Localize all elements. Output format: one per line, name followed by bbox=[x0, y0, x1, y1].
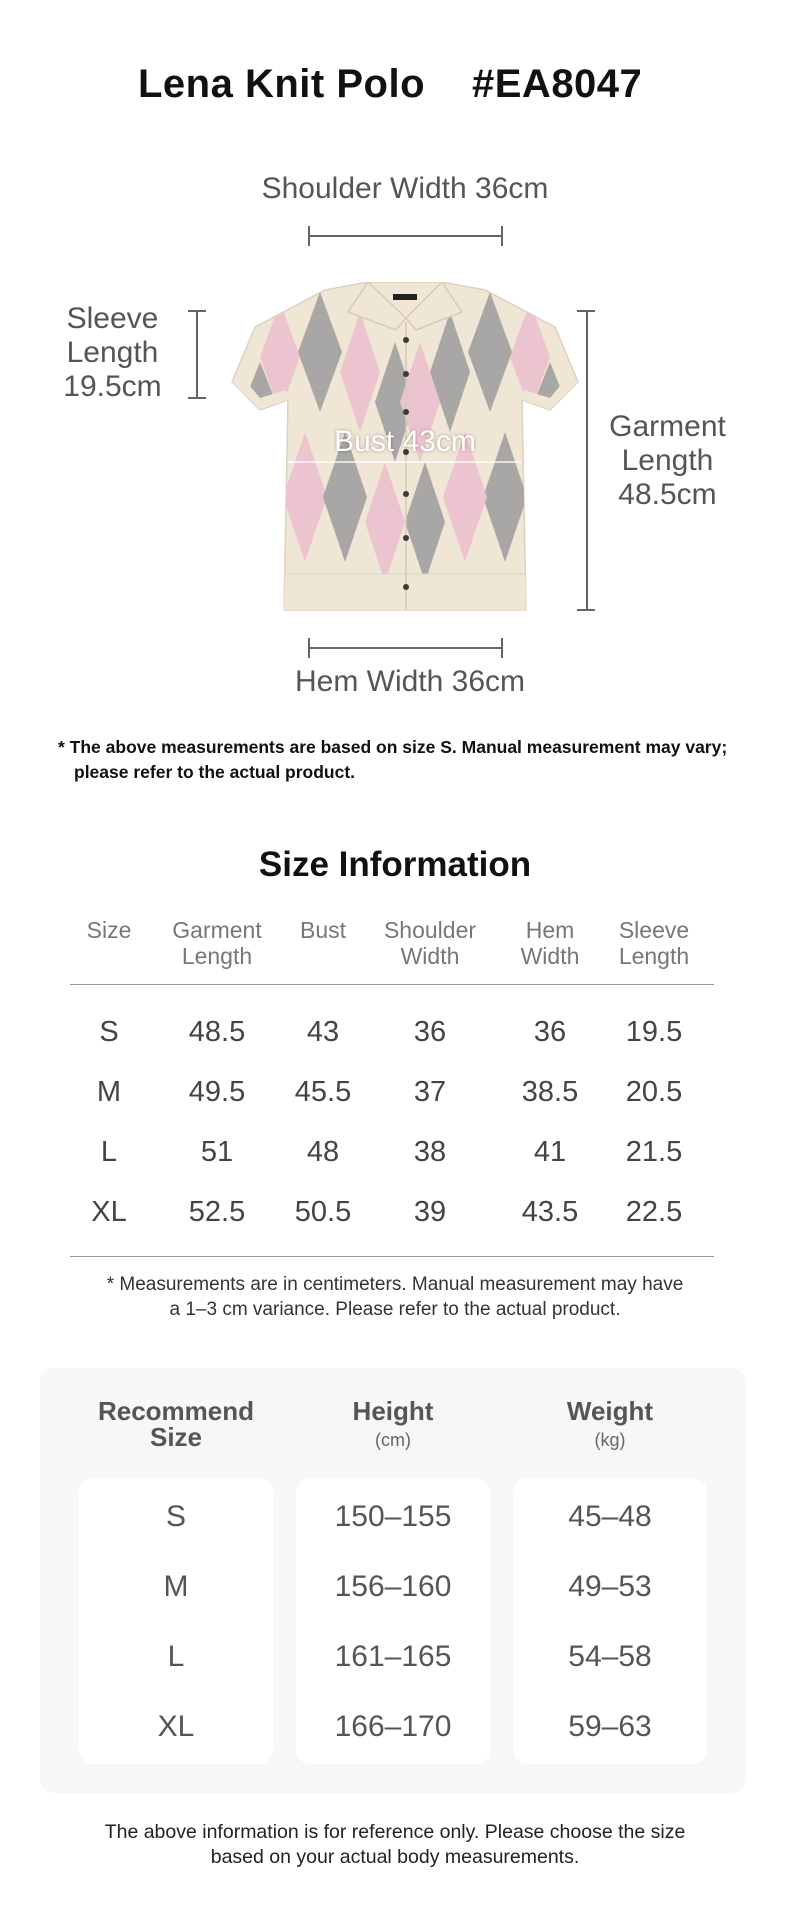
list-item: 156–160 bbox=[334, 1570, 452, 1603]
product-title bbox=[0, 62, 790, 112]
list-item: L bbox=[167, 1640, 185, 1673]
list-item: 166–170 bbox=[334, 1710, 452, 1743]
size-table bbox=[70, 905, 714, 1257]
product-code: #EA8047 bbox=[472, 62, 643, 106]
table-row: M 49.5 45.5 37 38.5 20.5 bbox=[96, 1076, 683, 1108]
list-item: S bbox=[165, 1500, 186, 1533]
hem-tick-right bbox=[501, 638, 503, 658]
header-garment-length: Garment Length bbox=[172, 917, 262, 969]
sleeve-length-label: Sleeve Length 19.5cm bbox=[63, 302, 162, 403]
header-sleeve-length: Sleeve Length bbox=[618, 917, 690, 969]
weight-column bbox=[513, 1478, 707, 1764]
size-table-header bbox=[70, 905, 714, 985]
sleeve-dimension-line bbox=[196, 310, 198, 398]
hem-dimension-line bbox=[308, 647, 502, 649]
brand-tag bbox=[393, 294, 417, 300]
header-shoulder-width: Shoulder Width bbox=[383, 917, 477, 969]
list-item: M bbox=[163, 1570, 189, 1603]
measurement-note: * The above measurements are based on size S. Manual measurement may vary; please refer to the actual product. bbox=[58, 737, 728, 782]
recommend-size-column bbox=[79, 1478, 273, 1764]
units-note: * Measurements are in centimeters. Manual measurement may have a 1–3 cm variance. Please refer to the actual product. bbox=[106, 1274, 684, 1320]
shoulder-width-label: Shoulder Width 36cm bbox=[261, 172, 549, 205]
header-weight: Weight (kg) bbox=[566, 1396, 654, 1450]
garment-length-dimension-line bbox=[586, 310, 588, 610]
table-row: S 48.5 43 36 36 19.5 bbox=[99, 1016, 683, 1048]
list-item: 54–58 bbox=[568, 1640, 652, 1673]
product-name: Lena Knit Polo bbox=[138, 62, 425, 106]
height-column bbox=[296, 1478, 490, 1764]
table-row: XL 52.5 50.5 39 43.5 22.5 bbox=[91, 1196, 683, 1228]
list-item: 45–48 bbox=[568, 1500, 652, 1533]
list-item: XL bbox=[157, 1710, 195, 1743]
recommend-size-panel bbox=[40, 1368, 746, 1793]
header-size: Size bbox=[86, 917, 132, 943]
hem-tick-left bbox=[308, 638, 310, 658]
bust-label: Bust 43cm bbox=[334, 425, 476, 458]
list-item: 59–63 bbox=[568, 1710, 652, 1743]
reference-note: The above information is for reference only. Please choose the size based on your actual body measurements. bbox=[104, 1821, 686, 1868]
header-bust: Bust bbox=[299, 917, 347, 943]
header-hem-width: Hem Width bbox=[520, 917, 580, 969]
hem-width-label: Hem Width 36cm bbox=[294, 665, 526, 698]
shoulder-tick-right bbox=[501, 226, 503, 246]
table-row: L 51 48 38 41 21.5 bbox=[100, 1136, 683, 1168]
size-information-title: Size Information bbox=[258, 845, 532, 884]
header-height: Height (cm) bbox=[352, 1396, 434, 1450]
shoulder-tick-left bbox=[308, 226, 310, 246]
list-item: 161–165 bbox=[334, 1640, 452, 1673]
header-recommend-size: Recommend Size bbox=[97, 1396, 255, 1452]
size-table-body bbox=[70, 985, 714, 1257]
garment-length-label: Garment Length 48.5cm bbox=[609, 410, 726, 511]
list-item: 49–53 bbox=[568, 1570, 652, 1603]
sleeve-tick-top bbox=[188, 310, 206, 312]
list-item: 150–155 bbox=[334, 1500, 452, 1533]
sleeve-tick-bottom bbox=[188, 397, 206, 399]
shoulder-dimension-line bbox=[308, 235, 502, 237]
